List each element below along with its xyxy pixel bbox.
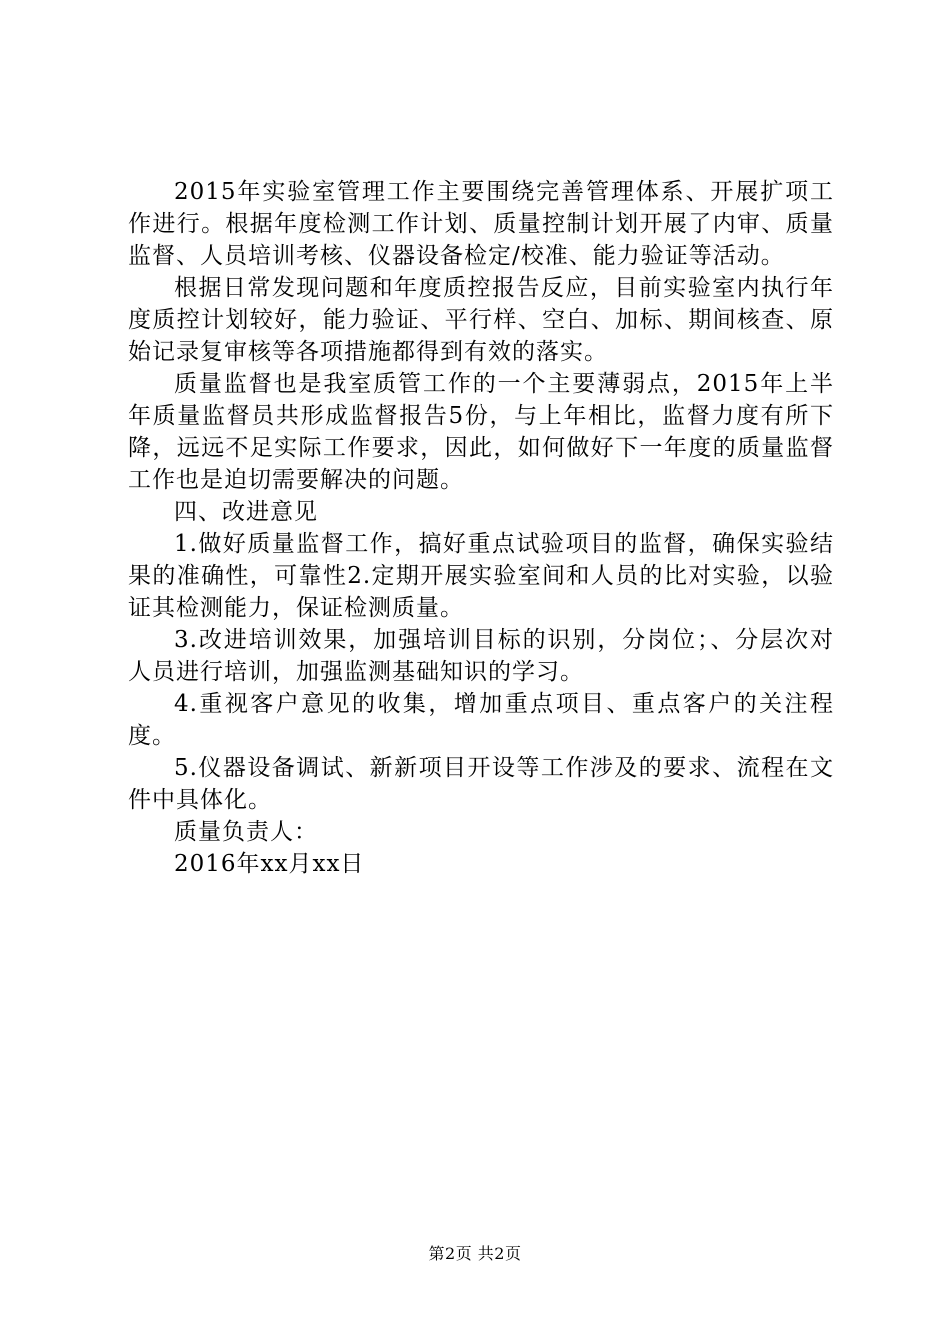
improvement-item-1: 1.做好质量监督工作，搞好重点试验项目的监督，确保实验结果的准确性，可靠性2.定期开展实验室间和人员的比对实验，以验证其检测能力，保证检测质量。 — [128, 531, 834, 621]
paragraph-quality-supervision: 质量监督也是我室质管工作的一个主要薄弱点，2015年上半年质量监督员共形成监督报告5份，与上年相比，监督力度有所下降，远远不足实际工作要求，因此，如何做好下一年度的质量监督工作也是迫切需要解决的问题。 — [128, 371, 834, 493]
section-heading-improvement: 四、改进意见 — [174, 499, 318, 525]
page-footer: 第2页 共2页 — [428, 1244, 522, 1263]
signature-label: 质量负责人： — [174, 819, 318, 845]
document-date: 2016年xx月xx日 — [174, 851, 365, 877]
document-body — [128, 176, 834, 880]
paragraph-quality-control: 根据日常发现问题和年度质控报告反应，目前实验室内执行年度质控计划较好，能力验证、平行样、空白、加标、期间核查、原始记录复审核等各项措施都得到有效的落实。 — [128, 275, 834, 365]
paragraph-summary: 2015年实验室管理工作主要围绕完善管理体系、开展扩项工作进行。根据年度检测工作计划、质量控制计划开展了内审、质量监督、人员培训考核、仪器设备检定/校准、能力验证等活动。 — [128, 179, 834, 269]
improvement-item-5: 5.仪器设备调试、新新项目开设等工作涉及的要求、流程在文件中具体化。 — [128, 755, 834, 813]
improvement-item-3: 3.改进培训效果，加强培训目标的识别，分岗位；、分层次对人员进行培训，加强监测基础知识的学习。 — [128, 627, 834, 685]
improvement-item-4: 4.重视客户意见的收集，增加重点项目、重点客户的关注程度。 — [128, 691, 834, 749]
